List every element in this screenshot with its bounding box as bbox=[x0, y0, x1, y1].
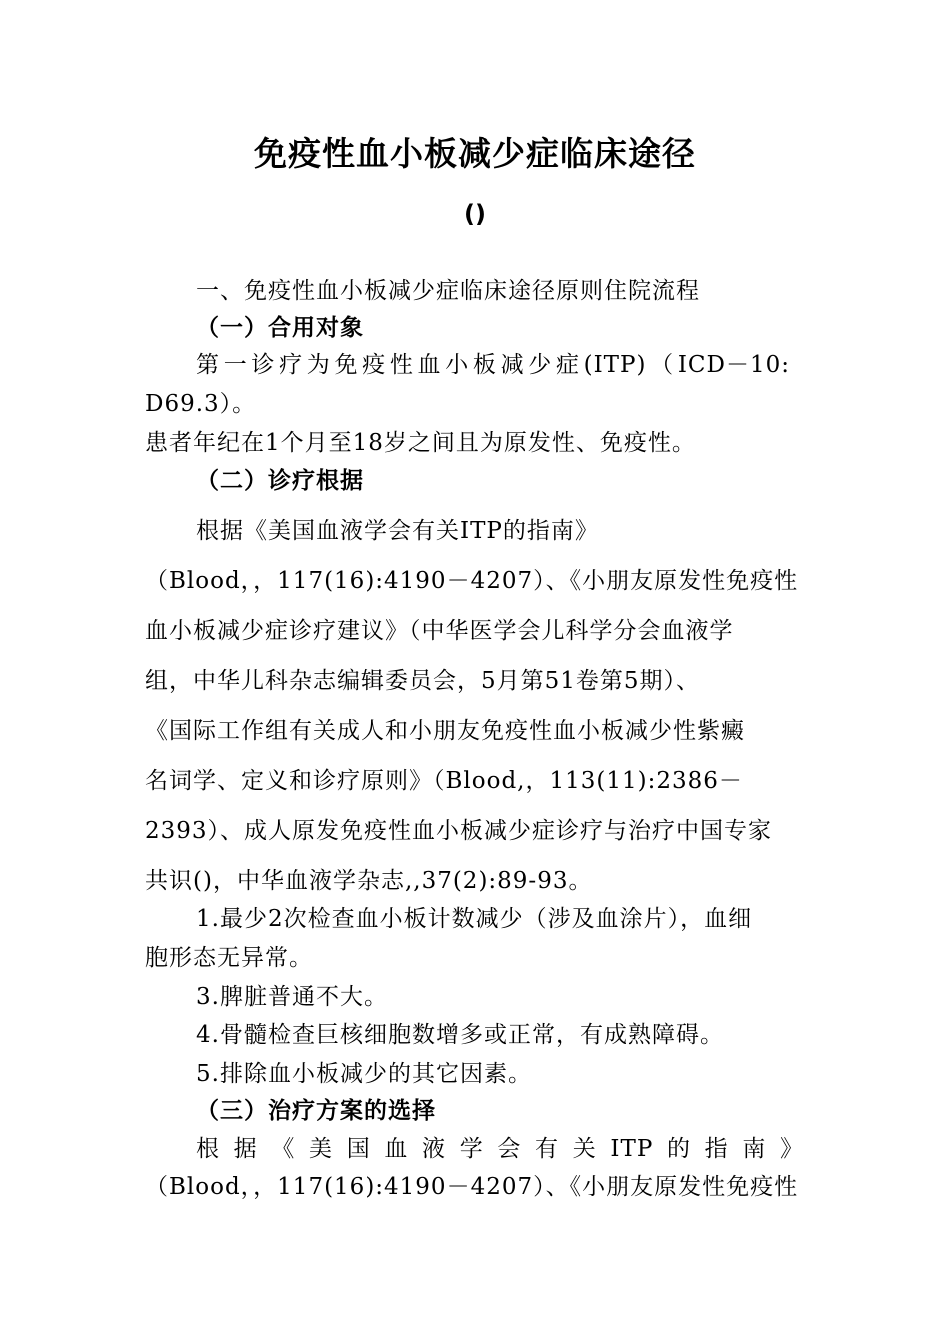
paragraph-line: 血小板减少症诊疗建议》（中华医学会儿科学分会血液学 bbox=[145, 618, 734, 644]
section-heading-1: 一、免疫性血小板减少症临床途径原则住院流程 bbox=[196, 278, 700, 304]
criteria-item: 3.脾脏普通不大。 bbox=[196, 984, 388, 1010]
paragraph-line: 名词学、定义和诊疗原则》（Blood,，113(11):2386－ bbox=[145, 768, 743, 794]
criteria-item: 4.骨髓检查巨核细胞数增多或正常，有成熟障碍。 bbox=[196, 1022, 724, 1048]
paragraph-line: 根据《美国血液学会有关ITP的指南》 bbox=[196, 518, 599, 544]
paragraph-line: 患者年纪在1个月至18岁之间且为原发性、免疫性。 bbox=[145, 430, 696, 456]
document-subtitle: () bbox=[464, 200, 486, 228]
paragraph-line: 根据《美国血液学会有关ITP的指南》 bbox=[196, 1136, 804, 1162]
subsection-heading-2: （二）诊疗根据 bbox=[196, 468, 364, 494]
criteria-item: 1.最少2次检查血小板计数减少（涉及血涂片），血细 bbox=[196, 906, 753, 932]
subsection-heading-3: （三）治疗方案的选择 bbox=[196, 1098, 436, 1124]
paragraph-line: 2393）、成人原发免疫性血小板减少症诊疗与治疗中国专家 bbox=[145, 818, 773, 844]
paragraph-line: D69.3）。 bbox=[145, 391, 257, 417]
paragraph-line: 共识()，中华血液学杂志,,37(2):89-93。 bbox=[145, 868, 593, 894]
criteria-item: 5.排除血小板减少的其它因素。 bbox=[196, 1061, 532, 1087]
paragraph-line: 《国际工作组有关成人和小朋友免疫性血小板减少性紫癜 bbox=[145, 718, 745, 744]
paragraph-line: 第一诊疗为免疫性血小板减少症(ITP)（ICD－10: bbox=[196, 352, 790, 378]
paragraph-line: 组，中华儿科杂志编辑委员会，5月第51卷第5期）、 bbox=[145, 668, 701, 694]
document-title: 免疫性血小板减少症临床途径 bbox=[254, 134, 696, 173]
subsection-heading-1: （一）合用对象 bbox=[196, 315, 364, 341]
paragraph-line: （Blood，，117(16):4190－4207）、《小朋友原发性免疫性 bbox=[145, 1174, 799, 1200]
paragraph-line: （Blood，，117(16):4190－4207）、《小朋友原发性免疫性 bbox=[145, 568, 799, 594]
criteria-item: 胞形态无异常。 bbox=[145, 945, 313, 971]
